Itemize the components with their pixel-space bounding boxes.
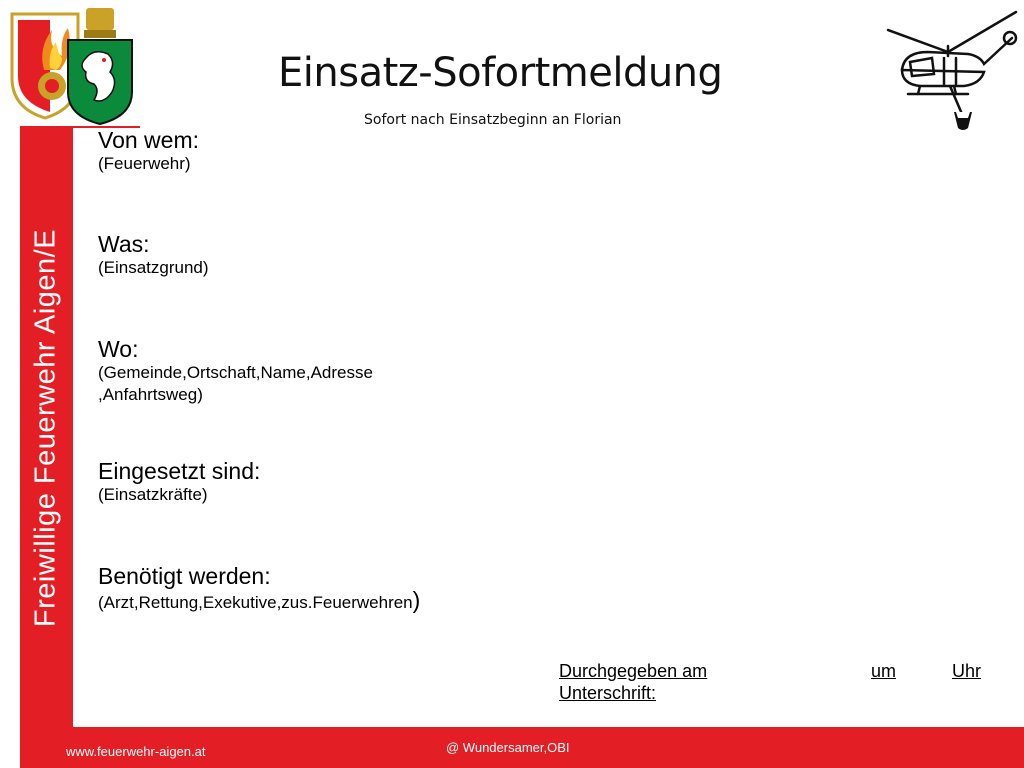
signoff-block [559, 660, 981, 704]
uhr-label: Uhr [951, 661, 981, 681]
field-label: Von wem: [98, 127, 199, 153]
field-hint-close: ) [412, 587, 421, 613]
field-label: Was: [98, 231, 150, 257]
styria-coat-of-arms-icon [64, 8, 136, 131]
helicopter-icon [884, 8, 1020, 139]
page-title: Einsatz-Sofortmeldung [278, 50, 723, 96]
signoff-row [559, 660, 981, 682]
footer-copyright: @ Wundersamer,OBI [446, 740, 570, 755]
field-hint: (Einsatzgrund) [98, 258, 209, 277]
field-hint: (Arzt,Rettung,Exekutive,zus.Feuerwehren [98, 593, 413, 612]
field-hint: (Einsatzkräfte) [98, 485, 208, 504]
field-benoetigt-werden [98, 563, 420, 614]
field-hint-continued: ,Anfahrtsweg) [98, 385, 203, 404]
page-subtitle: Sofort nach Einsatzbeginn an Florian [364, 112, 622, 128]
field-wo [98, 336, 373, 406]
field-was [98, 231, 209, 279]
field-eingesetzt-sind [98, 458, 260, 506]
footer-url: www.feuerwehr-aigen.at [66, 744, 206, 759]
field-hint-wrapper [98, 589, 420, 614]
field-hint: (Feuerwehr) [98, 154, 191, 173]
field-label: Benötigt werden: [98, 563, 271, 589]
unterschrift-label: Unterschrift: [559, 683, 657, 703]
durchgegeben-label: Durchgegeben am [559, 661, 708, 681]
organization-name: Freiwillige Feuerwehr Aigen/E [29, 228, 62, 628]
field-von-wem [98, 127, 199, 175]
field-label: Wo: [98, 336, 139, 362]
um-label: um [870, 661, 896, 681]
field-hint: (Gemeinde,Ortschaft,Name,Adresse [98, 363, 373, 382]
field-label: Eingesetzt sind: [98, 458, 261, 484]
